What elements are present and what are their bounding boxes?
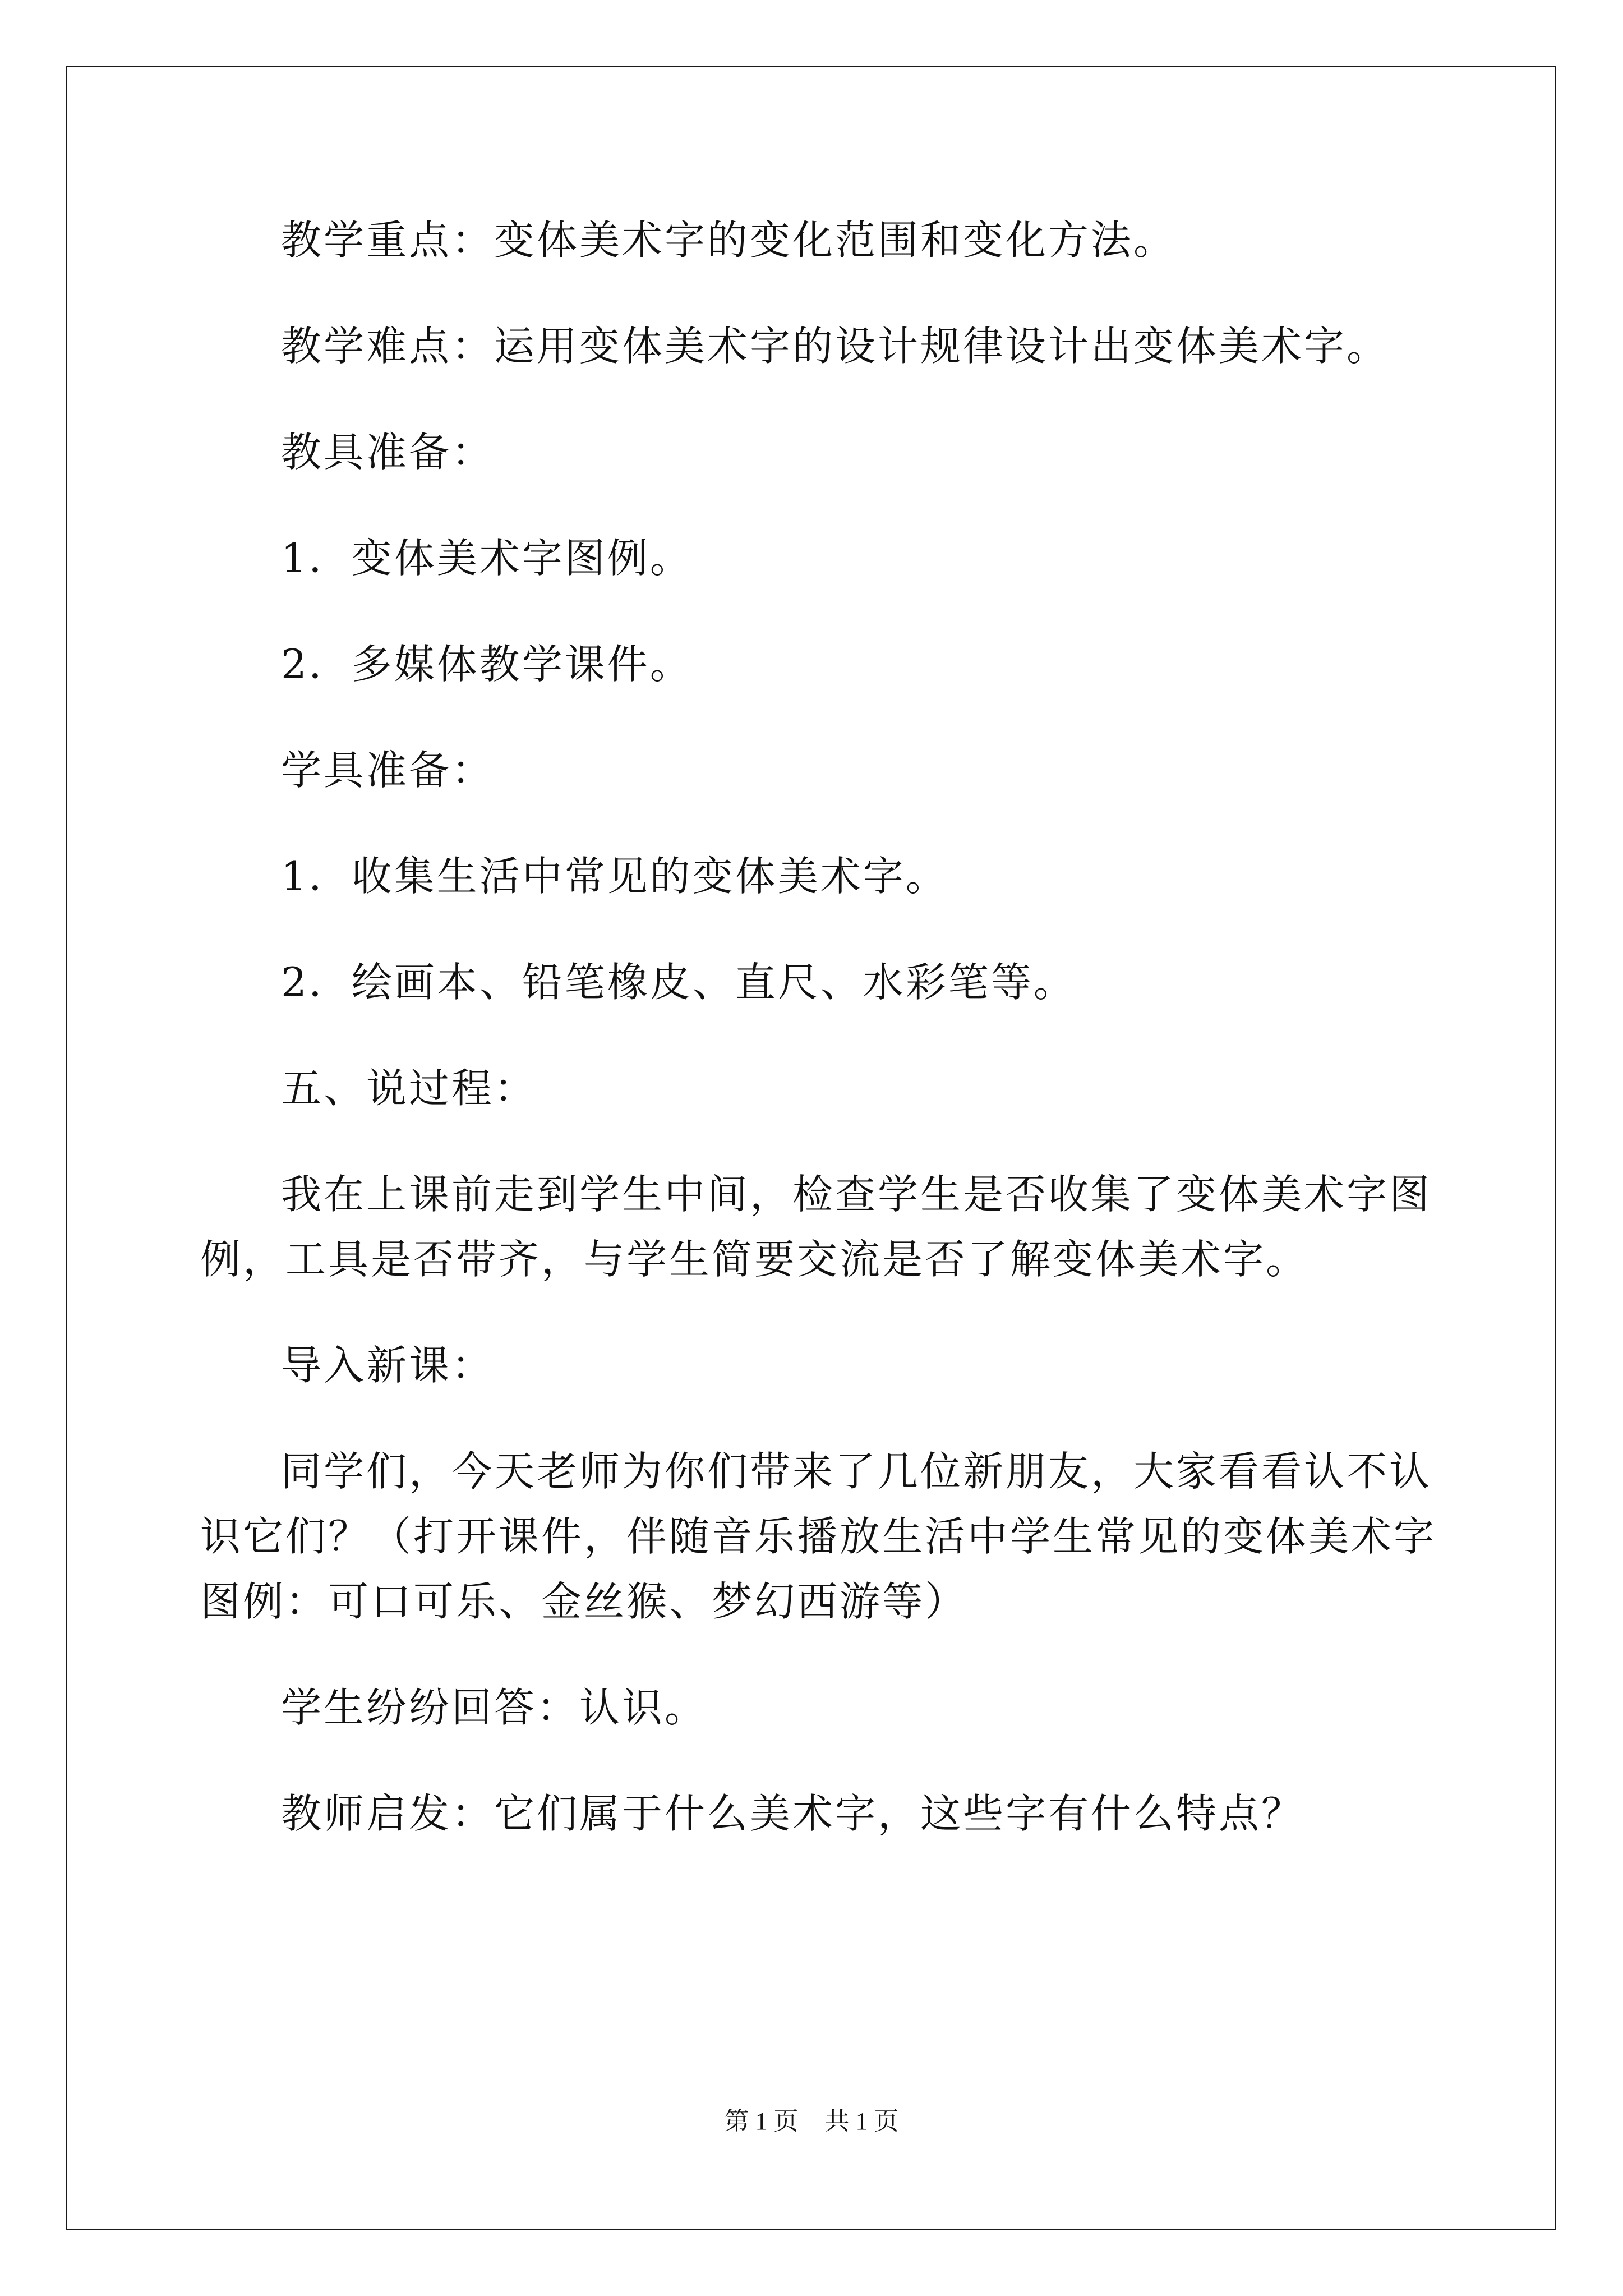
paragraph-pre-class-check: 我在上课前走到学生中间，检查学生是否收集了变体美术字图例，工具是否带齐，与学生简要交流是否了解变体美术字。 bbox=[200, 1171, 1432, 1283]
paragraph-teaching-aids-item-2: 2．多媒体教学课件。 bbox=[281, 641, 693, 688]
paragraph-student-aids-item-2: 2．绘画本、铅笔橡皮、直尺、水彩笔等。 bbox=[281, 959, 1076, 1006]
paragraph-student-answer: 学生纷纷回答：认识。 bbox=[281, 1684, 708, 1731]
paragraph-teaching-focus: 教学重点：变体美术字的变化范围和变化方法。 bbox=[281, 217, 1177, 264]
page-number: 第 1 页 bbox=[724, 2108, 799, 2135]
paragraph-intro-heading: 导入新课： bbox=[281, 1342, 495, 1389]
page-total: 共 1 页 bbox=[824, 2108, 899, 2135]
paragraph-student-aids-heading: 学具准备： bbox=[281, 747, 495, 794]
paragraph-teaching-aids-heading: 教具准备： bbox=[281, 429, 495, 476]
paragraph-intro-text: 同学们，今天老师为你们带来了几位新朋友，大家看看认不认识它们？（打开课件，伴随音乐播放生活中学生常见的变体美术字图例：可口可乐、金丝猴、梦幻西游等） bbox=[200, 1448, 1437, 1625]
paragraph-teaching-difficulty: 教学难点：运用变体美术字的设计规律设计出变体美术字。 bbox=[281, 323, 1390, 370]
paragraph-teaching-aids-item-1: 1．变体美术字图例。 bbox=[281, 535, 693, 582]
paragraph-student-aids-item-1: 1．收集生活中常见的变体美术字。 bbox=[281, 853, 948, 900]
document-body bbox=[200, 208, 1462, 1887]
paragraph-teacher-prompt: 教师启发：它们属于什么美术字，这些字有什么特点？ bbox=[281, 1790, 1304, 1837]
page-footer bbox=[0, 2101, 1623, 2137]
paragraph-process-heading: 五、说过程： bbox=[281, 1065, 537, 1112]
